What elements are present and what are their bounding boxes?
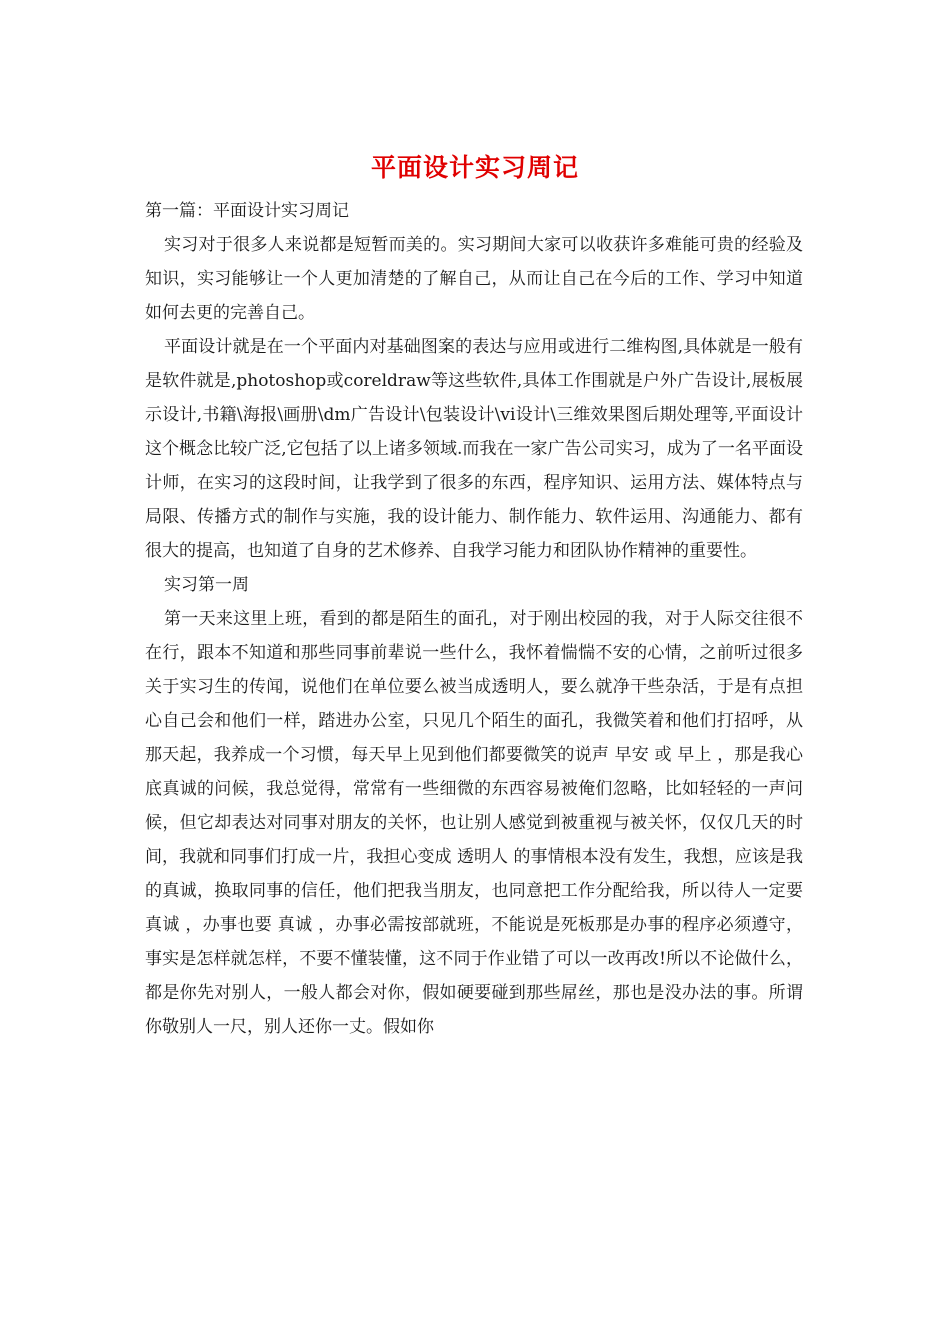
document-subtitle: 第一篇：平面设计实习周记 xyxy=(145,201,349,221)
paragraph-intro: 实习对于很多人来说都是短暂而美的。实习期间大家可以收获许多难能可贵的经验及知识，实习能够让一个人更加清楚的了解自己，从而让自己在今后的工作、学习中知道如何去更的完善自己。 xyxy=(145,235,803,323)
paragraph-week-one: 第一天来这里上班，看到的都是陌生的面孔，对于刚出校园的我，对于人际交往很不在行，跟本不知道和那些同事前辈说一些什么，我怀着惴惴不安的心情，之前听过很多关于实习生的传闻，说他们在单位要么被当成透明人，要么就净干些杂活，于是有点担心自己会和他们一样，踏进办公室，只见几个陌生的面孔，我微笑着和他们打招呼，从那天起，我养成一个习惯，每天早上见到他们都要微笑的说声 早安 或 早上 ，那是我心底真诚的问候，我总觉得，常常有一些细微的东西容易被俺们忽略，比如轻轻的一声问候，但它却表达对同事对朋友的关怀，也让别人感觉到被重视与被关怀，仅仅几天的时间，我就和同事们打成一片，我担心变成 透明人 的事情根本没有发生，我想，应该是我的真诚，换取同事的信任，他们把我当朋友，也同意把工作分配给我，所以待人一定要 真诚 ，办事也要 真诚 ，办事必需按部就班，不能说是死板那是办事的程序必须遵守，事实是怎样就怎样，不要不懂装懂，这不同于作业错了可以一改再改!所以不论做什么，都是你先对别人，一般人都会对你，假如硬要碰到那些屌丝，那也是没办法的事。所谓你敬别人一尺，别人还你一丈。假如你 xyxy=(145,609,803,1037)
paragraph-graphic-design: 平面设计就是在一个平面内对基础图案的表达与应用或进行二维构图,具体就是一般有是软件就是,photoshop或coreldraw等这些软件,具体工作围就是户外广告设计,展板展示设计,书籍\海报\画册\dm广告设计\包装设计\vi设计\三维效果图后期处理等,平面设计这个概念比较广泛,它包括了以上诸多领域.而我在一家广告公司实习，成为了一名平面设计师，在实习的这段时间，让我学到了很多的东西，程序知识、运用方法、媒体特点与局限、传播方式的制作与实施，我的设计能力、制作能力、软件运用、沟通能力、都有很大的提高，也知道了自身的艺术修养、自我学习能力和团队协作精神的重要性。 xyxy=(145,337,803,561)
section-heading-week-one: 实习第一周 xyxy=(164,575,249,595)
document-body xyxy=(145,194,803,1044)
document-title: 平面设计实习周记 xyxy=(370,153,579,182)
